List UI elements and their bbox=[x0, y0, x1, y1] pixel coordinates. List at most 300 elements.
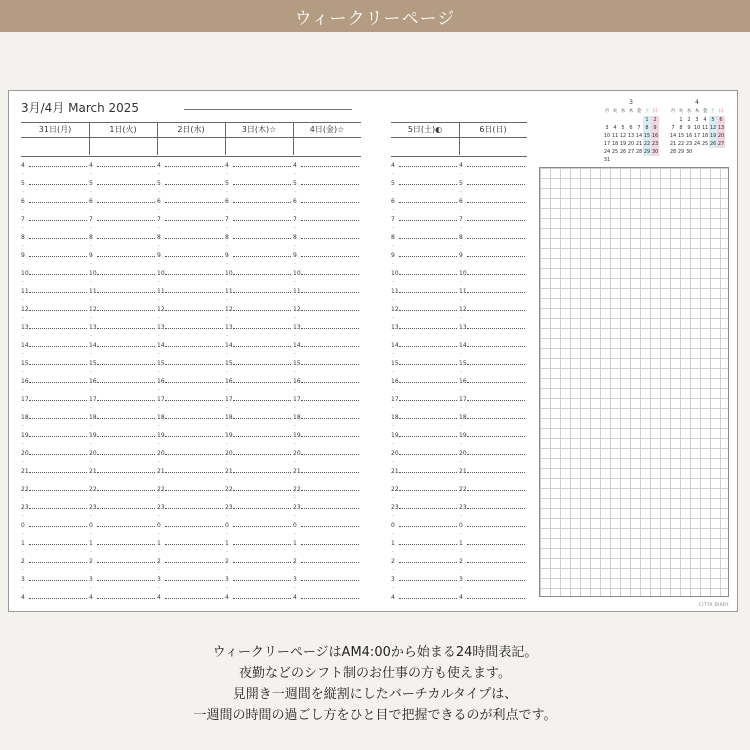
half-hour-dot: · bbox=[22, 459, 24, 466]
hour-line[interactable] bbox=[233, 580, 291, 581]
hour-line[interactable] bbox=[29, 364, 87, 365]
half-hour-dot: · bbox=[294, 567, 296, 574]
hour-line[interactable] bbox=[399, 598, 457, 599]
hour-line[interactable] bbox=[301, 598, 359, 599]
hour-line[interactable] bbox=[165, 472, 223, 473]
hour-line[interactable] bbox=[301, 544, 359, 545]
half-hour-dot: · bbox=[158, 297, 160, 304]
hour-line[interactable] bbox=[301, 202, 359, 203]
hour-label: 21 bbox=[391, 468, 399, 475]
hour-line[interactable] bbox=[301, 184, 359, 185]
hour-label: 10 bbox=[459, 270, 467, 277]
date-cell bbox=[635, 116, 643, 124]
hour-line[interactable] bbox=[29, 382, 87, 383]
hour-label: 0 bbox=[225, 522, 229, 529]
hour-line[interactable] bbox=[29, 508, 87, 509]
hour-line[interactable] bbox=[97, 544, 155, 545]
hour-line[interactable] bbox=[165, 256, 223, 257]
hour-line[interactable] bbox=[399, 544, 457, 545]
hour-line[interactable] bbox=[399, 202, 457, 203]
hour-line[interactable] bbox=[467, 580, 525, 581]
hour-label: 1 bbox=[89, 540, 93, 547]
hour-line[interactable] bbox=[301, 328, 359, 329]
hour-line[interactable] bbox=[399, 292, 457, 293]
hour-label: 0 bbox=[391, 522, 395, 529]
hour-line[interactable] bbox=[233, 508, 291, 509]
hour-line[interactable] bbox=[233, 238, 291, 239]
hour-label: 15 bbox=[21, 360, 29, 367]
hour-label: 4 bbox=[293, 594, 297, 601]
hour-line[interactable] bbox=[165, 544, 223, 545]
half-hour-dot: · bbox=[22, 549, 24, 556]
hour-line[interactable] bbox=[399, 220, 457, 221]
hour-line[interactable] bbox=[399, 166, 457, 167]
hour-line[interactable] bbox=[399, 580, 457, 581]
hour-line[interactable] bbox=[399, 508, 457, 509]
date-cell: 8 bbox=[679, 125, 683, 131]
half-hour-dot: · bbox=[226, 585, 228, 592]
hour-line[interactable] bbox=[399, 328, 457, 329]
hour-line[interactable] bbox=[233, 328, 291, 329]
hour-line[interactable] bbox=[165, 580, 223, 581]
hour-line[interactable] bbox=[399, 454, 457, 455]
hour-label: 4 bbox=[225, 162, 229, 169]
hour-line[interactable] bbox=[399, 490, 457, 491]
day-header[interactable] bbox=[391, 122, 459, 157]
date-cell: 6 bbox=[629, 125, 633, 131]
hour-line[interactable] bbox=[399, 256, 457, 257]
hour-label: 22 bbox=[21, 486, 29, 493]
hour-line[interactable] bbox=[301, 220, 359, 221]
hour-line[interactable] bbox=[165, 274, 223, 275]
hour-line[interactable] bbox=[165, 292, 223, 293]
hour-line[interactable] bbox=[301, 364, 359, 365]
hour-line[interactable] bbox=[467, 274, 525, 275]
hour-line[interactable] bbox=[467, 292, 525, 293]
hour-line[interactable] bbox=[165, 418, 223, 419]
date-cell: 4 bbox=[703, 117, 707, 123]
date-cell: 14 bbox=[635, 133, 643, 139]
hour-line[interactable] bbox=[233, 418, 291, 419]
hour-label: 14 bbox=[225, 342, 233, 349]
half-hour-dot: · bbox=[90, 513, 92, 520]
half-hour-dot: · bbox=[90, 423, 92, 430]
hour-line[interactable] bbox=[97, 292, 155, 293]
hour-line[interactable] bbox=[467, 346, 525, 347]
hour-line[interactable] bbox=[233, 472, 291, 473]
date-cell bbox=[627, 116, 635, 124]
hour-line[interactable] bbox=[467, 310, 525, 311]
hour-label: 14 bbox=[21, 342, 29, 349]
hour-line[interactable] bbox=[97, 580, 155, 581]
hour-line[interactable] bbox=[233, 202, 291, 203]
hour-line[interactable] bbox=[399, 472, 457, 473]
hour-line[interactable] bbox=[97, 400, 155, 401]
hour-line[interactable] bbox=[399, 436, 457, 437]
hour-line[interactable] bbox=[399, 274, 457, 275]
day-header[interactable] bbox=[459, 122, 527, 157]
half-hour-dot: · bbox=[460, 243, 462, 250]
hour-line[interactable] bbox=[467, 328, 525, 329]
half-hour-dot: · bbox=[460, 369, 462, 376]
half-hour-dot: · bbox=[294, 261, 296, 268]
weekday-label: 金 bbox=[702, 109, 708, 114]
hour-line[interactable] bbox=[467, 202, 525, 203]
hour-label: 8 bbox=[391, 234, 395, 241]
hour-line[interactable] bbox=[29, 598, 87, 599]
hour-line[interactable] bbox=[165, 184, 223, 185]
date-cell: 31 bbox=[603, 157, 611, 163]
date-cell: 6 bbox=[717, 116, 725, 124]
half-hour-dot: · bbox=[460, 495, 462, 502]
half-hour-dot: · bbox=[22, 315, 24, 322]
hour-line[interactable] bbox=[97, 166, 155, 167]
hour-line[interactable] bbox=[165, 166, 223, 167]
week-row bbox=[603, 132, 659, 140]
date-cell bbox=[701, 148, 709, 156]
date-cell: 15 bbox=[643, 133, 651, 139]
hour-label: 20 bbox=[225, 450, 233, 457]
date-cell: 10 bbox=[603, 133, 611, 139]
hour-label: 8 bbox=[293, 234, 297, 241]
hour-line[interactable] bbox=[399, 382, 457, 383]
half-hour-dot: · bbox=[90, 585, 92, 592]
hour-line[interactable] bbox=[399, 562, 457, 563]
hour-line[interactable] bbox=[97, 184, 155, 185]
day-header[interactable] bbox=[293, 122, 361, 157]
hour-line[interactable] bbox=[301, 472, 359, 473]
hour-line[interactable] bbox=[467, 562, 525, 563]
hour-line[interactable] bbox=[97, 202, 155, 203]
hour-line[interactable] bbox=[467, 400, 525, 401]
date-cell: 23 bbox=[685, 141, 693, 147]
hour-line[interactable] bbox=[97, 220, 155, 221]
hour-line[interactable] bbox=[301, 310, 359, 311]
half-hour-dot: · bbox=[392, 315, 394, 322]
date-cell: 1 bbox=[643, 116, 651, 124]
hour-line[interactable] bbox=[29, 580, 87, 581]
hour-line[interactable] bbox=[399, 400, 457, 401]
hour-line[interactable] bbox=[233, 274, 291, 275]
hour-line[interactable] bbox=[29, 256, 87, 257]
caption-line: 一週間の時間の過ごし方をひと目で把握できるのが利点です。 bbox=[193, 708, 557, 723]
hour-line[interactable] bbox=[165, 436, 223, 437]
hour-label: 6 bbox=[157, 198, 161, 205]
hour-line[interactable] bbox=[165, 508, 223, 509]
half-hour-dot: · bbox=[22, 495, 24, 502]
hour-label: 16 bbox=[89, 378, 97, 385]
hour-line[interactable] bbox=[97, 346, 155, 347]
hour-line[interactable] bbox=[233, 364, 291, 365]
hour-line[interactable] bbox=[165, 364, 223, 365]
hour-label: 10 bbox=[157, 270, 165, 277]
hour-line[interactable] bbox=[301, 526, 359, 527]
half-hour-dot: · bbox=[22, 405, 24, 412]
half-hour-dot: · bbox=[90, 351, 92, 358]
date-cell: 16 bbox=[651, 133, 659, 139]
hour-line[interactable] bbox=[467, 544, 525, 545]
hour-line[interactable] bbox=[29, 418, 87, 419]
hour-label: 12 bbox=[157, 306, 165, 313]
hour-line[interactable] bbox=[467, 454, 525, 455]
hour-line[interactable] bbox=[97, 418, 155, 419]
hour-line[interactable] bbox=[29, 292, 87, 293]
hour-line[interactable] bbox=[165, 238, 223, 239]
hour-line[interactable] bbox=[29, 562, 87, 563]
day-header-divider bbox=[21, 137, 89, 138]
hour-label: 22 bbox=[391, 486, 399, 493]
hour-line[interactable] bbox=[233, 544, 291, 545]
hour-line[interactable] bbox=[301, 274, 359, 275]
hour-line[interactable] bbox=[301, 454, 359, 455]
hour-label: 7 bbox=[21, 216, 25, 223]
hour-line[interactable] bbox=[29, 436, 87, 437]
mini-calendar-month: 4 bbox=[695, 99, 699, 106]
hour-line[interactable] bbox=[233, 292, 291, 293]
day-header[interactable] bbox=[89, 122, 157, 157]
date-cell: 13 bbox=[627, 133, 635, 139]
half-hour-dot: · bbox=[294, 243, 296, 250]
hour-label: 13 bbox=[459, 324, 467, 331]
grid-memo-area bbox=[539, 167, 729, 597]
date-cell: 3 bbox=[605, 125, 609, 131]
hour-line[interactable] bbox=[165, 490, 223, 491]
hour-line[interactable] bbox=[29, 400, 87, 401]
hour-line[interactable] bbox=[233, 526, 291, 527]
hour-line[interactable] bbox=[301, 508, 359, 509]
caption bbox=[0, 642, 750, 726]
hour-line[interactable] bbox=[165, 310, 223, 311]
date-cell: 5 bbox=[709, 116, 717, 124]
hour-line[interactable] bbox=[165, 382, 223, 383]
hour-line[interactable] bbox=[97, 382, 155, 383]
half-hour-dot: · bbox=[226, 315, 228, 322]
half-hour-dot: · bbox=[460, 531, 462, 538]
hour-label: 5 bbox=[225, 180, 229, 187]
hour-line[interactable] bbox=[301, 292, 359, 293]
hour-line[interactable] bbox=[301, 580, 359, 581]
hour-line[interactable] bbox=[165, 598, 223, 599]
hour-line[interactable] bbox=[467, 508, 525, 509]
hour-line[interactable] bbox=[301, 436, 359, 437]
hour-line[interactable] bbox=[301, 238, 359, 239]
day-label: 4日(金)☆ bbox=[309, 125, 345, 134]
hour-line[interactable] bbox=[29, 490, 87, 491]
hour-line[interactable] bbox=[233, 382, 291, 383]
hour-line[interactable] bbox=[29, 220, 87, 221]
hour-line[interactable] bbox=[301, 490, 359, 491]
hour-line[interactable] bbox=[467, 472, 525, 473]
hour-line[interactable] bbox=[233, 220, 291, 221]
hour-line[interactable] bbox=[29, 454, 87, 455]
hour-line[interactable] bbox=[165, 202, 223, 203]
hour-label: 4 bbox=[89, 594, 93, 601]
hour-line[interactable] bbox=[399, 184, 457, 185]
half-hour-dot: · bbox=[294, 351, 296, 358]
hour-line[interactable] bbox=[301, 256, 359, 257]
hour-line[interactable] bbox=[233, 346, 291, 347]
hour-line[interactable] bbox=[97, 454, 155, 455]
hour-line[interactable] bbox=[29, 184, 87, 185]
hour-line[interactable] bbox=[97, 490, 155, 491]
half-hour-dot: · bbox=[392, 261, 394, 268]
hour-line[interactable] bbox=[301, 346, 359, 347]
hour-line[interactable] bbox=[399, 346, 457, 347]
half-hour-dot: · bbox=[90, 531, 92, 538]
half-hour-dot: · bbox=[226, 189, 228, 196]
caption-line: 見開き一週間を縦割にしたバーチカルタイプは、 bbox=[232, 687, 518, 702]
hour-label: 16 bbox=[293, 378, 301, 385]
hour-line[interactable] bbox=[467, 256, 525, 257]
half-hour-dot: · bbox=[460, 513, 462, 520]
half-hour-dot: · bbox=[90, 441, 92, 448]
hour-line[interactable] bbox=[301, 382, 359, 383]
hour-line[interactable] bbox=[165, 220, 223, 221]
hour-line[interactable] bbox=[97, 364, 155, 365]
half-hour-dot: · bbox=[294, 225, 296, 232]
hour-label: 3 bbox=[21, 576, 25, 583]
hour-line[interactable] bbox=[399, 418, 457, 419]
half-hour-dot: · bbox=[22, 531, 24, 538]
half-hour-dot: · bbox=[158, 513, 160, 520]
hour-line[interactable] bbox=[301, 166, 359, 167]
hour-line[interactable] bbox=[467, 382, 525, 383]
half-hour-dot: · bbox=[460, 297, 462, 304]
hour-line[interactable] bbox=[29, 328, 87, 329]
hour-line[interactable] bbox=[467, 166, 525, 167]
hour-line[interactable] bbox=[233, 490, 291, 491]
hour-line[interactable] bbox=[233, 166, 291, 167]
caption-line: ウィークリーページはAM4:00から始まる24時間表記。 bbox=[212, 645, 538, 660]
hour-label: 1 bbox=[225, 540, 229, 547]
date-cell: 25 bbox=[701, 141, 709, 147]
half-hour-dot: · bbox=[460, 405, 462, 412]
hour-line[interactable] bbox=[165, 562, 223, 563]
hour-line[interactable] bbox=[29, 526, 87, 527]
day-header[interactable] bbox=[21, 122, 89, 157]
hour-line[interactable] bbox=[165, 346, 223, 347]
hour-line[interactable] bbox=[97, 310, 155, 311]
hour-label: 3 bbox=[89, 576, 93, 583]
hour-line[interactable] bbox=[97, 508, 155, 509]
hour-label: 23 bbox=[391, 504, 399, 511]
half-hour-dot: · bbox=[226, 279, 228, 286]
hour-line[interactable] bbox=[97, 472, 155, 473]
hour-line[interactable] bbox=[233, 598, 291, 599]
hour-label: 8 bbox=[225, 234, 229, 241]
hour-line[interactable] bbox=[233, 454, 291, 455]
hour-line[interactable] bbox=[301, 400, 359, 401]
hour-line[interactable] bbox=[301, 418, 359, 419]
hour-line[interactable] bbox=[399, 238, 457, 239]
hour-line[interactable] bbox=[29, 310, 87, 311]
half-hour-dot: · bbox=[294, 315, 296, 322]
half-hour-dot: · bbox=[226, 369, 228, 376]
hour-line[interactable] bbox=[399, 364, 457, 365]
hour-line[interactable] bbox=[97, 436, 155, 437]
half-hour-dot: · bbox=[392, 585, 394, 592]
hour-line[interactable] bbox=[399, 526, 457, 527]
hour-label: 18 bbox=[89, 414, 97, 421]
hour-line[interactable] bbox=[97, 274, 155, 275]
hour-line[interactable] bbox=[165, 328, 223, 329]
half-hour-dot: · bbox=[22, 351, 24, 358]
weekday-label: 火 bbox=[678, 109, 684, 114]
hour-line[interactable] bbox=[301, 562, 359, 563]
hour-label: 11 bbox=[391, 288, 399, 295]
hour-line[interactable] bbox=[29, 274, 87, 275]
date-cell: 29 bbox=[643, 149, 651, 155]
half-hour-dot: · bbox=[158, 315, 160, 322]
hour-line[interactable] bbox=[29, 202, 87, 203]
hour-line[interactable] bbox=[233, 184, 291, 185]
hour-line[interactable] bbox=[29, 544, 87, 545]
half-hour-dot: · bbox=[460, 567, 462, 574]
hour-line[interactable] bbox=[97, 238, 155, 239]
hour-line[interactable] bbox=[97, 562, 155, 563]
hour-line[interactable] bbox=[97, 526, 155, 527]
day-header[interactable] bbox=[157, 122, 225, 157]
hour-line[interactable] bbox=[97, 256, 155, 257]
hour-line[interactable] bbox=[467, 238, 525, 239]
hour-label: 9 bbox=[391, 252, 395, 259]
hour-line[interactable] bbox=[467, 184, 525, 185]
hour-line[interactable] bbox=[467, 436, 525, 437]
hour-line[interactable] bbox=[165, 526, 223, 527]
hour-label: 17 bbox=[157, 396, 165, 403]
hour-label: 13 bbox=[293, 324, 301, 331]
half-hour-dot: · bbox=[22, 171, 24, 178]
hour-line[interactable] bbox=[467, 418, 525, 419]
half-hour-dot: · bbox=[90, 369, 92, 376]
half-hour-dot: · bbox=[90, 495, 92, 502]
weekday-label: 土 bbox=[644, 109, 650, 114]
half-hour-dot: · bbox=[460, 549, 462, 556]
day-header[interactable] bbox=[225, 122, 293, 157]
hour-line[interactable] bbox=[467, 364, 525, 365]
hour-line[interactable] bbox=[29, 166, 87, 167]
hour-line[interactable] bbox=[29, 238, 87, 239]
half-hour-dot: · bbox=[22, 477, 24, 484]
hour-line[interactable] bbox=[233, 256, 291, 257]
half-hour-dot: · bbox=[158, 405, 160, 412]
hour-line[interactable] bbox=[165, 400, 223, 401]
hour-label: 9 bbox=[21, 252, 25, 259]
hour-label: 20 bbox=[21, 450, 29, 457]
hour-line[interactable] bbox=[467, 526, 525, 527]
half-hour-dot: · bbox=[392, 225, 394, 232]
hour-line[interactable] bbox=[233, 400, 291, 401]
hour-line[interactable] bbox=[29, 346, 87, 347]
hour-line[interactable] bbox=[97, 328, 155, 329]
hour-line[interactable] bbox=[399, 310, 457, 311]
hour-line[interactable] bbox=[467, 490, 525, 491]
hour-line[interactable] bbox=[467, 598, 525, 599]
hour-line[interactable] bbox=[233, 310, 291, 311]
hour-line[interactable] bbox=[233, 436, 291, 437]
hour-label: 5 bbox=[157, 180, 161, 187]
hour-line[interactable] bbox=[233, 562, 291, 563]
hour-label: 6 bbox=[391, 198, 395, 205]
hour-line[interactable] bbox=[29, 472, 87, 473]
hour-line[interactable] bbox=[165, 454, 223, 455]
half-hour-dot: · bbox=[294, 279, 296, 286]
half-hour-dot: · bbox=[294, 333, 296, 340]
half-hour-dot: · bbox=[392, 495, 394, 502]
weekday-label: 土 bbox=[710, 109, 716, 114]
hour-line[interactable] bbox=[97, 598, 155, 599]
hour-line[interactable] bbox=[467, 220, 525, 221]
